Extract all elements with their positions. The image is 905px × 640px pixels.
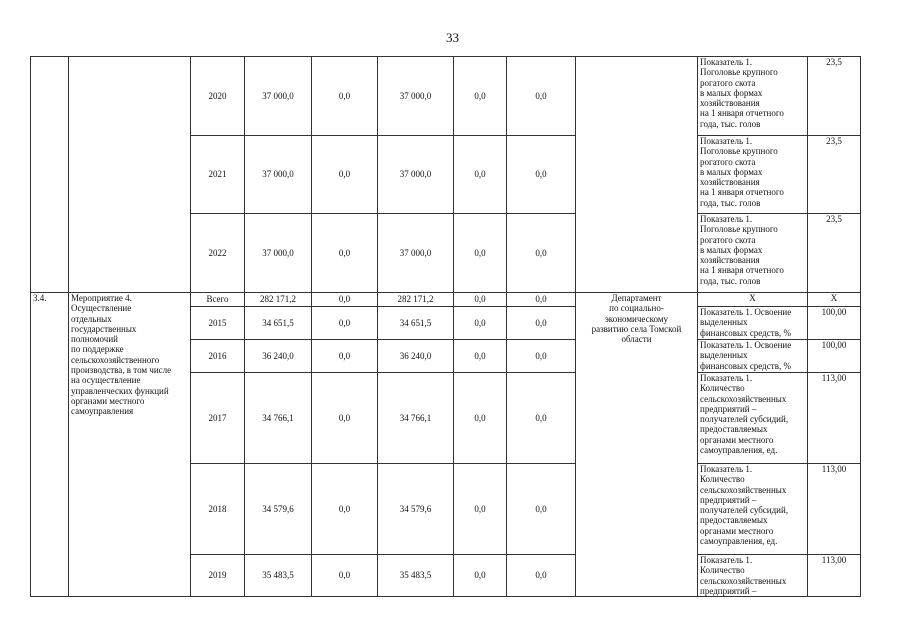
c2-cell: 37 000,0 [378,214,454,293]
c1-cell: 0,0 [312,57,378,136]
event-cell [69,57,191,293]
c4-cell: 0,0 [507,340,576,373]
indicator-cell: Показатель 1. Освоение выделенных финансовых средств, % [698,307,808,340]
c3-cell: 0,0 [454,214,507,293]
c1-cell: 0,0 [312,307,378,340]
table-row [31,293,861,307]
c2-cell: 35 483,5 [378,555,454,597]
c3-cell: 0,0 [454,340,507,373]
table-body [31,57,861,597]
c2-cell: 36 240,0 [378,340,454,373]
year-cell: 2017 [191,373,245,464]
total-cell: 36 240,0 [245,340,312,373]
c1-cell: 0,0 [312,373,378,464]
year-cell: 2019 [191,555,245,597]
total-cell: 34 651,5 [245,307,312,340]
indicator-cell: Показатель 1. Освоение выделенных финансовых средств, % [698,340,808,373]
c2-cell: 34 651,5 [378,307,454,340]
c1-cell: 0,0 [312,293,378,307]
indicator-cell: Показатель 1. Количество сельскохозяйственных предприятий – получателей субсидий, предоставляемых органами местного самоуправления, ед. [698,464,808,555]
total-cell: 34 579,6 [245,464,312,555]
c4-cell: 0,0 [507,555,576,597]
indicator-cell: Показатель 1. Поголовье крупного рогатого скота в малых формах хозяйствования на 1 января отчетного года, тыс. голов [698,57,808,136]
program-table [30,56,861,597]
c1-cell: 0,0 [312,136,378,214]
section-executor: Департамент по социально- экономическому развитию села Томской области [576,293,698,597]
total-cell: 37 000,0 [245,136,312,214]
c3-cell: 0,0 [454,293,507,307]
c1-cell: 0,0 [312,464,378,555]
indicator-cell: Показатель 1. Поголовье крупного рогатого скота в малых формах хозяйствования на 1 января отчетного года, тыс. голов [698,136,808,214]
year-cell: 2022 [191,214,245,293]
section-event: Мероприятие 4. Осуществление отдельных государственных полномочий по поддержке сельскохозяйственного производства, в том числе на осуществление управленческих функций органами местного самоуправления [69,293,191,597]
total-cell: 37 000,0 [245,214,312,293]
section-number: 3.4. [31,293,69,597]
c4-cell: 0,0 [507,214,576,293]
c3-cell: 0,0 [454,464,507,555]
indicator-value-cell: 23,5 [808,57,861,136]
indicator-value-cell: 113,00 [808,555,861,597]
c2-cell: 37 000,0 [378,136,454,214]
indicator-cell: Показатель 1. Поголовье крупного рогатого скота в малых формах хозяйствования на 1 января отчетного года, тыс. голов [698,214,808,293]
indicator-cell: Х [698,293,808,307]
total-cell: 35 483,5 [245,555,312,597]
c3-cell: 0,0 [454,555,507,597]
indicator-value-cell: 23,5 [808,214,861,293]
indicator-value-cell: 23,5 [808,136,861,214]
indicator-cell: Показатель 1. Количество сельскохозяйственных предприятий – получателей субсидий, предоставляемых органами местного самоуправления, ед. [698,373,808,464]
indicator-value-cell: Х [808,293,861,307]
executor-cell [576,57,698,293]
year-cell: Всего [191,293,245,307]
indicator-cell: Показатель 1. Количество сельскохозяйственных предприятий – [698,555,808,597]
c4-cell: 0,0 [507,57,576,136]
year-cell: 2016 [191,340,245,373]
year-cell: 2021 [191,136,245,214]
c3-cell: 0,0 [454,136,507,214]
table-row [31,57,861,136]
indicator-value-cell: 113,00 [808,464,861,555]
year-cell: 2015 [191,307,245,340]
c1-cell: 0,0 [312,214,378,293]
c1-cell: 0,0 [312,340,378,373]
c4-cell: 0,0 [507,136,576,214]
c4-cell: 0,0 [507,373,576,464]
total-cell: 282 171,2 [245,293,312,307]
c1-cell: 0,0 [312,555,378,597]
total-cell: 37 000,0 [245,57,312,136]
number-cell [31,57,69,293]
indicator-value-cell: 113,00 [808,373,861,464]
page-number: 33 [446,30,459,45]
c4-cell: 0,0 [507,464,576,555]
indicator-value-cell: 100,00 [808,340,861,373]
indicator-value-cell: 100,00 [808,307,861,340]
c3-cell: 0,0 [454,57,507,136]
c4-cell: 0,0 [507,293,576,307]
c2-cell: 34 766,1 [378,373,454,464]
c4-cell: 0,0 [507,307,576,340]
c2-cell: 282 171,2 [378,293,454,307]
c2-cell: 34 579,6 [378,464,454,555]
year-cell: 2018 [191,464,245,555]
c3-cell: 0,0 [454,307,507,340]
c3-cell: 0,0 [454,373,507,464]
year-cell: 2020 [191,57,245,136]
c2-cell: 37 000,0 [378,57,454,136]
total-cell: 34 766,1 [245,373,312,464]
